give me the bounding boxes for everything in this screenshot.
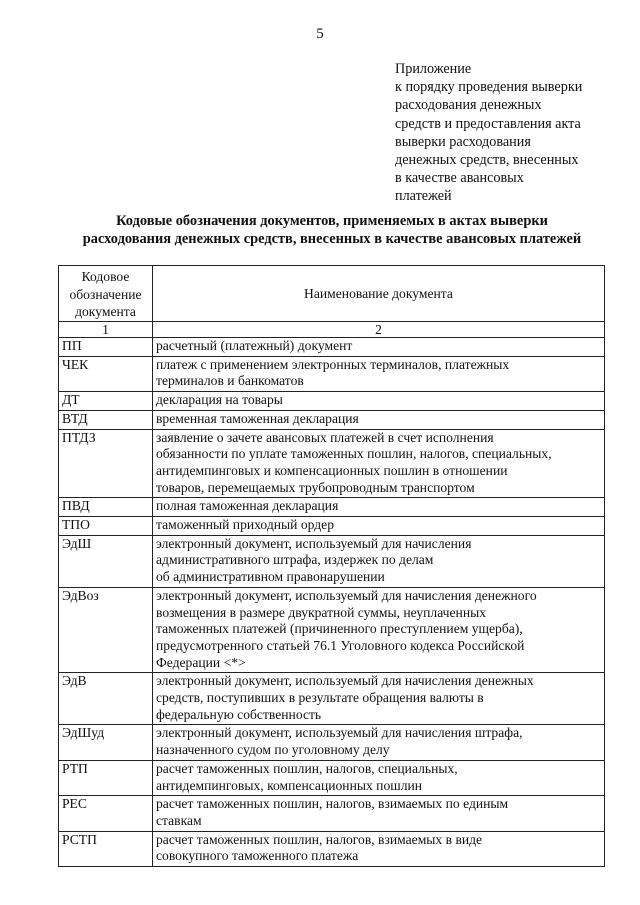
appendix-line: в качестве авансовых	[395, 170, 524, 187]
document-name-line: декларация на товары	[156, 392, 283, 408]
document-name	[153, 831, 605, 866]
document-title	[40, 212, 624, 248]
document-name-line: электронный документ, используемый для начисления денежных	[156, 673, 534, 689]
appendix-line: Приложение	[395, 61, 472, 77]
document-name-line: об административном правонарушении	[156, 569, 385, 585]
document-code: ПТДЗ	[59, 429, 153, 498]
document-name-line: средств, поступивших в результате обращения валюты в	[156, 690, 484, 706]
document-name-line: расчет таможенных пошлин, налогов, специальных,	[156, 760, 458, 776]
document-name-line: предусмотренного статьей 76.1 Уголовного кодекса Российской	[156, 637, 525, 653]
table-row	[59, 356, 605, 391]
page-number: 5	[316, 26, 324, 42]
document-name-line: административного штрафа, издержек по делам	[156, 552, 434, 568]
column-number: 2	[153, 322, 605, 338]
document-name-line: совокупного таможенного платежа	[156, 848, 359, 864]
document-name	[153, 517, 605, 536]
document-name-line: временная таможенная декларация	[156, 410, 359, 426]
document-name	[153, 725, 605, 760]
table-body	[59, 338, 605, 867]
document-name	[153, 356, 605, 391]
document-name-line: товаров, перемещаемых трубопроводным транспортом	[156, 479, 475, 495]
appendix-line: средств и предоставления акта	[395, 115, 581, 132]
document-name-line: заявление о зачете авансовых платежей в счет исполнения	[156, 429, 494, 445]
appendix-line: расходования денежных	[395, 97, 542, 114]
title-line: Кодовые обозначения документов, применяемых в актах выверки	[116, 213, 548, 229]
document-name-line: расчет таможенных пошлин, налогов, взимаемых в виде	[156, 831, 483, 847]
document-code: ВТД	[59, 410, 153, 429]
document-code: РТП	[59, 760, 153, 795]
header-name-cell: Наименование документа	[153, 266, 605, 322]
column-number-row	[59, 322, 605, 338]
document-name-line: платеж с применением электронных терминалов, платежных	[156, 356, 510, 372]
table-row	[59, 831, 605, 866]
document-name-line: электронный документ, используемый для начисления	[156, 535, 472, 551]
table-row	[59, 338, 605, 357]
table-row	[59, 796, 605, 831]
document-name-line: возмещения в размере двукратной суммы, неуплаченных	[156, 604, 487, 620]
document-code: ЭдШ	[59, 535, 153, 587]
table-row	[59, 517, 605, 536]
document-name	[153, 796, 605, 831]
title-line: расходования денежных средств, внесенных в качестве авансовых платежей	[82, 231, 582, 247]
document-name-line: федеральную собственность	[156, 706, 322, 722]
document-code: ПВД	[59, 498, 153, 517]
document-code: ЧЕК	[59, 356, 153, 391]
document-name	[153, 587, 605, 673]
appendix-line: денежных средств, внесенных	[395, 152, 579, 169]
table-row	[59, 498, 605, 517]
table-row	[59, 410, 605, 429]
document-name	[153, 410, 605, 429]
document-name-line: полная таможенная декларация	[156, 498, 339, 514]
document-name	[153, 535, 605, 587]
document-code: ЭдВоз	[59, 587, 153, 673]
document-name-line: электронный документ, используемый для начисления денежного	[156, 587, 537, 603]
table-row	[59, 429, 605, 498]
document-name	[153, 338, 605, 357]
table-row	[59, 673, 605, 725]
document-codes-table	[58, 265, 605, 867]
document-code: ДТ	[59, 392, 153, 411]
document-code: РЕС	[59, 796, 153, 831]
column-number: 1	[59, 322, 153, 338]
document-code: РСТП	[59, 831, 153, 866]
table-row	[59, 392, 605, 411]
document-name-line: терминалов и банкоматов	[156, 373, 304, 389]
table-row	[59, 587, 605, 673]
document-name-line: таможенных платежей (причиненного преступлением ущерба),	[156, 621, 523, 637]
table-row	[59, 535, 605, 587]
header-code-cell	[59, 266, 153, 322]
appendix-line: выверки расходования	[395, 133, 531, 150]
document-code: ПП	[59, 338, 153, 357]
document-name-line: Федерации <*>	[156, 654, 246, 670]
table-row	[59, 725, 605, 760]
appendix-note	[395, 60, 610, 206]
document-name-line: таможенный приходный ордер	[156, 517, 334, 533]
document-name	[153, 760, 605, 795]
document-name	[153, 498, 605, 517]
appendix-line: платежей	[395, 188, 452, 205]
table-header-row	[59, 266, 605, 322]
document-name	[153, 673, 605, 725]
document-name	[153, 392, 605, 411]
document-name	[153, 429, 605, 498]
document-code: ТПО	[59, 517, 153, 536]
document-name-line: назначенного судом по уголовному делу	[156, 742, 390, 758]
header-code-line: Кодовое	[81, 269, 130, 285]
document-name-line: антидемпинговых и компенсационных пошлин в отношении	[156, 462, 508, 478]
document-code: ЭдВ	[59, 673, 153, 725]
appendix-line: к порядку проведения выверки	[395, 79, 583, 96]
header-code-line: обозначение	[69, 286, 142, 302]
document-code: ЭдШуд	[59, 725, 153, 760]
document-name-line: антидемпинговых, компенсационных пошлин	[156, 777, 423, 793]
document-name-line: электронный документ, используемый для начисления штрафа,	[156, 725, 523, 741]
table-row	[59, 760, 605, 795]
header-code-line: документа	[75, 304, 136, 320]
document-name-line: расчетный (платежный) документ	[156, 338, 353, 353]
document-name-line: обязанности по уплате таможенных пошлин, налогов, специальных,	[156, 446, 552, 462]
document-name-line: расчет таможенных пошлин, налогов, взимаемых по единым	[156, 796, 509, 812]
document-name-line: ставкам	[156, 812, 202, 828]
